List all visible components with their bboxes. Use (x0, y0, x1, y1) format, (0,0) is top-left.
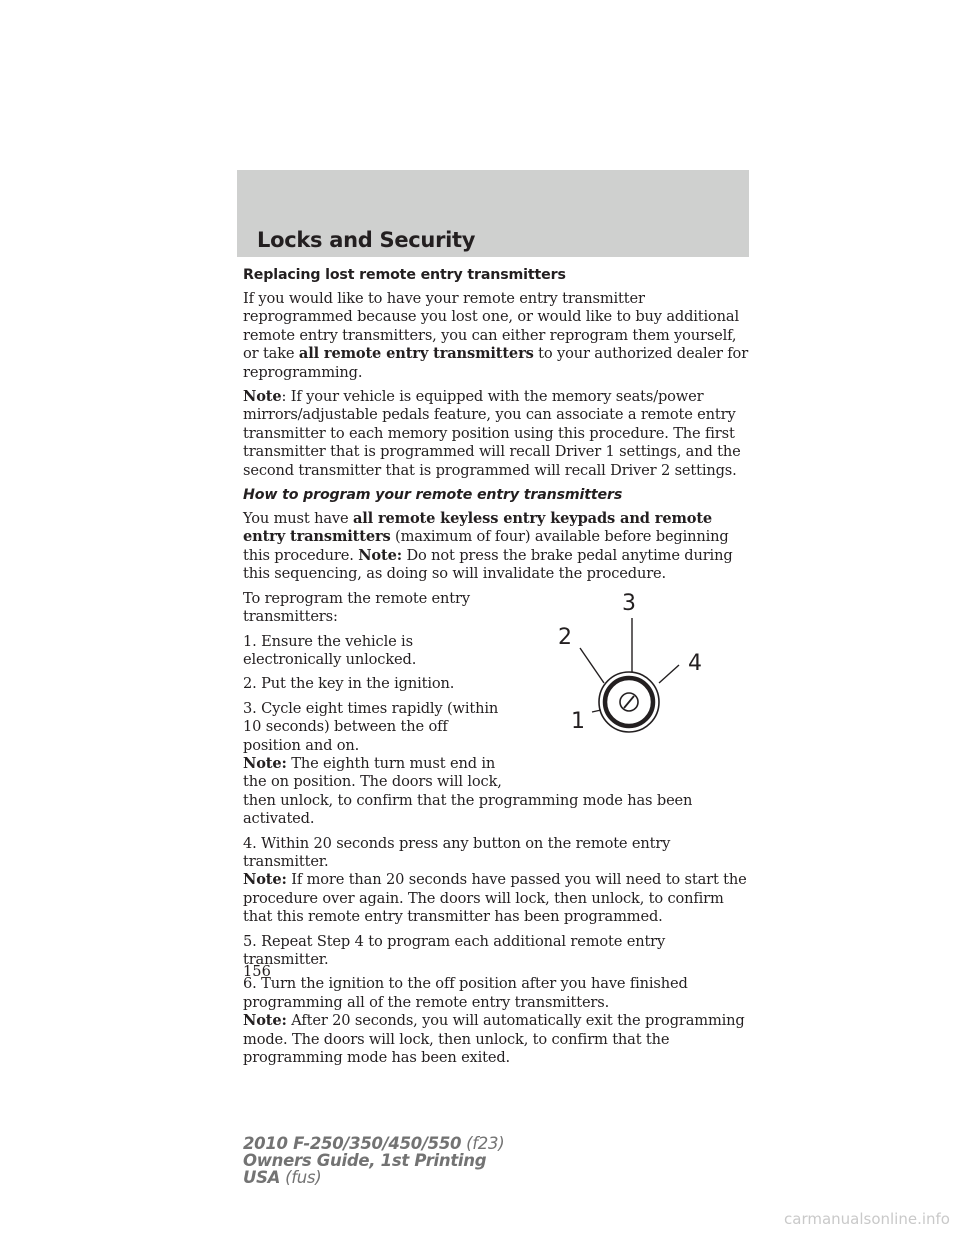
pointer-line-1 (592, 710, 601, 712)
footer-line-region: USA (fus) (243, 1168, 322, 1187)
step-2: 2. Put the key in the ignition. (243, 675, 455, 693)
paragraph-reprogram-intro: If you would like to have your remote entry transmitter reprogrammed because you lost one, or would like to buy additional remote entry transmitters, you can either reprogram them yourself, or take all remote entry transmitters to your authorized dealer for reprogramming. (243, 290, 749, 381)
heading-replacing-lost-transmitters: Replacing lost remote entry transmitters (243, 267, 566, 283)
position-label-3: 3 (622, 591, 636, 616)
footer-line-model: 2010 F-250/350/450/550 (f23) (243, 1134, 505, 1153)
step-1: 1. Ensure the vehicle is electronically unlocked. (243, 632, 417, 668)
section-header-band (237, 170, 749, 257)
footer-line-printing: Owners Guide, 1st Printing (243, 1151, 487, 1170)
heading-how-to-program: How to program your remote entry transmitters (243, 487, 623, 504)
step-6: 6. Turn the ignition to the off position after you have finished programming all of the remote entry transmitters. Note: After 20 seconds, you will automatically exit the programming mode. The doors will lock, then unlock, to confirm that the programming mode has been exited. (243, 975, 745, 1067)
step-3: 3. Cycle eight times rapidly (within 10 seconds) between the off position and on. Note: The eighth turn must end in the on position. The doors will lock, then unlock, to confirm that the programming mode has been activated. (243, 699, 693, 828)
page-number: 156 (243, 963, 271, 980)
position-label-1: 1 (571, 709, 585, 734)
ignition-lock-cylinder (599, 672, 659, 732)
step-4: 4. Within 20 seconds press any button on the remote entry transmitter. Note: If more than 20 seconds have passed you will need to start the procedure over again. The doors will lock, then unlock, to confirm that this remote entry transmitter has been programmed. (243, 834, 747, 926)
position-label-4: 4 (688, 651, 702, 676)
position-label-2: 2 (558, 625, 572, 650)
paragraph-requirements: You must have all remote keyless entry keypads and remote entry transmitters (maximum of four) available before beginning this procedure. Note: Do not press the brake pedal anytime during this sequencing, as doing so will invalidate the procedure. (243, 510, 733, 583)
section-title: Locks and Security (257, 228, 476, 252)
site-watermark: carmanualsonline.info (784, 1210, 950, 1228)
paragraph-procedure-intro: To reprogram the remote entry transmitters: (243, 589, 470, 626)
footer-edition-info (243, 1135, 504, 1186)
step-5: 5. Repeat Step 4 to program each additional remote entry transmitter. (243, 932, 666, 968)
pointer-line-2 (580, 648, 604, 683)
paragraph-memory-note: Note: If your vehicle is equipped with the memory seats/power mirrors/adjustable pedals feature, you can associate a remote entry transmitter to each memory position using this procedure. The first transmitter that is programmed will recall Driver 1 settings, and the second transmitter that is programmed will recall Driver 2 settings. (243, 388, 741, 479)
pointer-line-4 (659, 665, 679, 683)
ignition-position-diagram (533, 580, 733, 750)
